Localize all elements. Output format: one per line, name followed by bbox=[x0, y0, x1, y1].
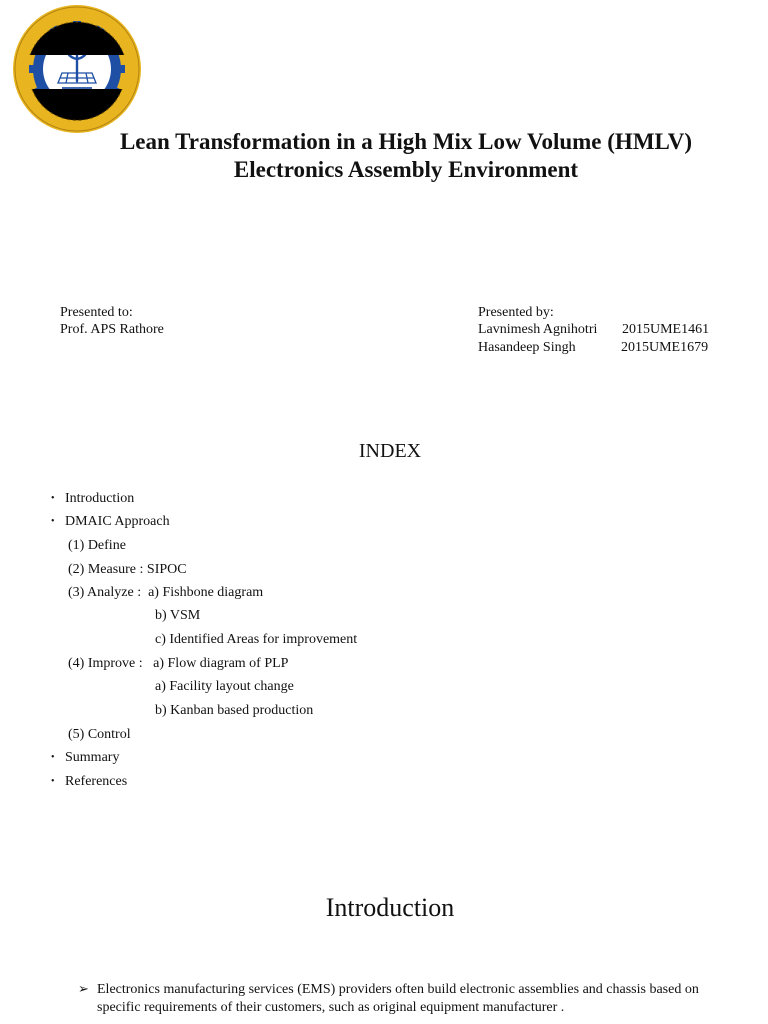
index-item: (1) Define bbox=[68, 538, 126, 553]
index-item: DMAIC Approach bbox=[65, 514, 170, 529]
index-item: (4) Improve : a) Flow diagram of PLP bbox=[68, 656, 289, 671]
index-item: Summary bbox=[65, 750, 120, 765]
title-line-2: Electronics Assembly Environment bbox=[233, 157, 579, 182]
presented-by-label: Presented by: bbox=[478, 305, 554, 320]
index-item: (3) Analyze : a) Fishbone diagram bbox=[68, 585, 264, 600]
member-id: 2015UME1461 bbox=[622, 322, 710, 337]
member-name: Hasandeep Singh bbox=[478, 340, 576, 355]
index-item: b) Kanban based production bbox=[155, 703, 314, 718]
bullet-icon: • bbox=[51, 493, 55, 504]
index-item: b) VSM bbox=[155, 608, 201, 623]
presented-to-label: Presented to: bbox=[60, 305, 133, 320]
index-item: References bbox=[65, 774, 128, 789]
member-name: Lavnimesh Agnihotri bbox=[478, 322, 598, 337]
bullet-icon: • bbox=[51, 516, 55, 527]
introduction-paragraph: Electronics manufacturing services (EMS) providers often build electronic assemblies and chassis based on specific requirements of their customers, such as original equipment manufacturer . bbox=[97, 982, 699, 1015]
bullet-icon: • bbox=[51, 752, 55, 763]
institute-logo bbox=[8, 3, 146, 133]
title-line-1: Lean Transformation in a High Mix Low Volume (HMLV) bbox=[119, 129, 693, 154]
arrow-bullet-icon: ➢ bbox=[78, 981, 89, 996]
bullet-icon: • bbox=[51, 776, 55, 787]
index-item: (5) Control bbox=[68, 727, 131, 742]
index-item: (2) Measure : SIPOC bbox=[68, 562, 187, 577]
index-item: a) Facility layout change bbox=[155, 679, 294, 694]
index-item: c) Identified Areas for improvement bbox=[155, 632, 358, 647]
introduction-heading: Introduction bbox=[325, 893, 455, 922]
member-id: 2015UME1679 bbox=[621, 340, 709, 355]
presented-to-name: Prof. APS Rathore bbox=[60, 322, 164, 337]
index-heading: INDEX bbox=[358, 440, 422, 462]
institute-emblem-icon bbox=[8, 3, 146, 133]
index-item: Introduction bbox=[65, 491, 135, 506]
